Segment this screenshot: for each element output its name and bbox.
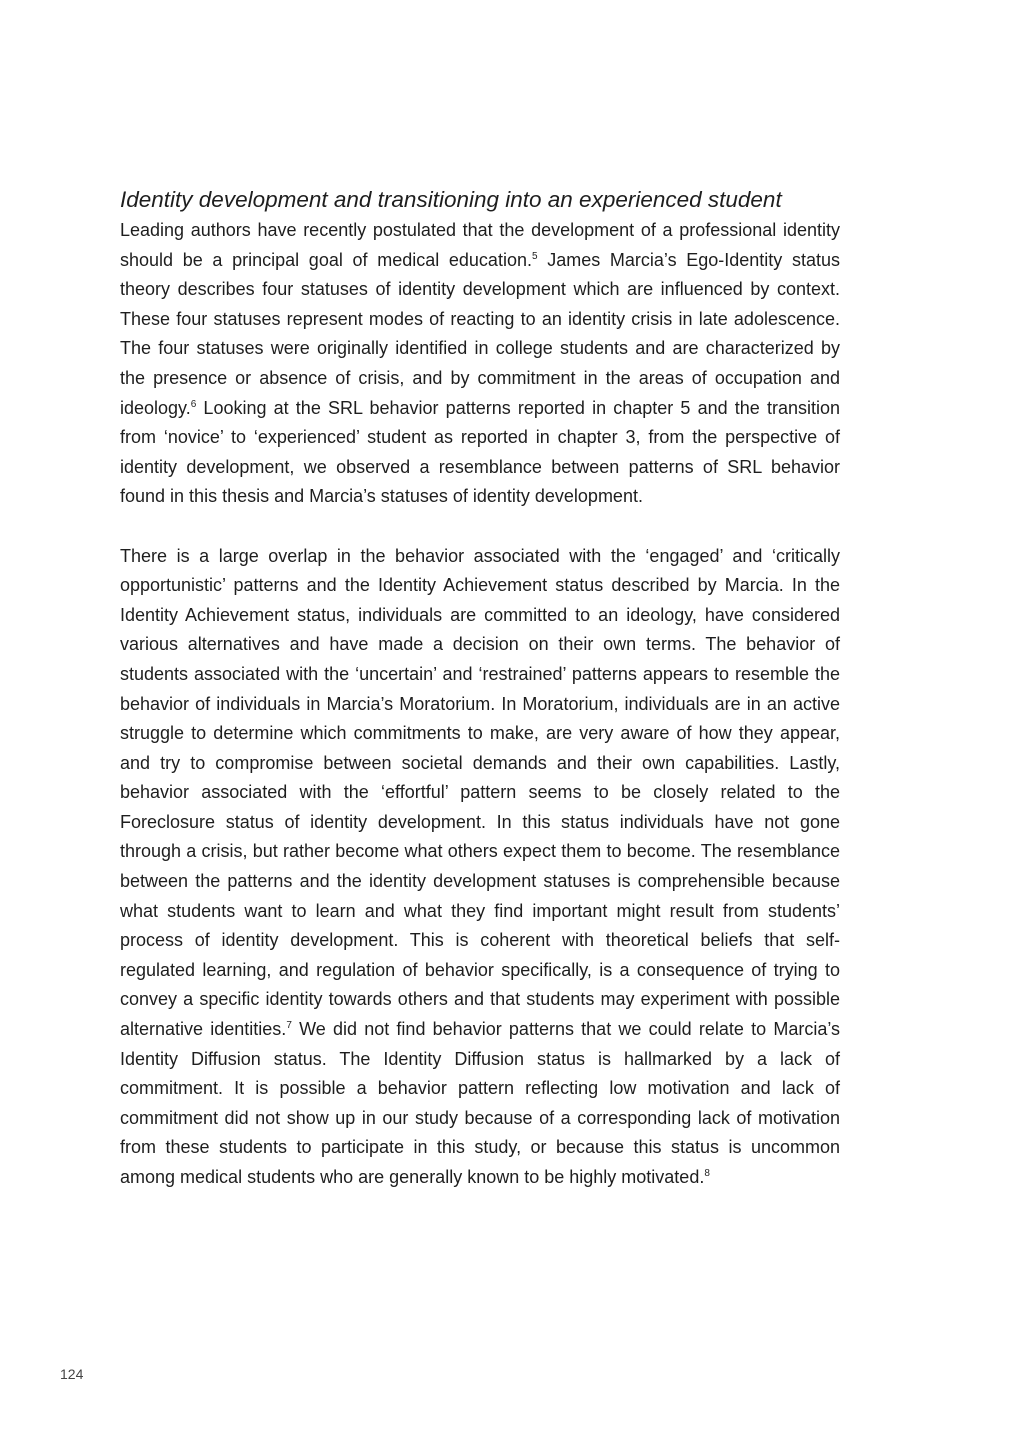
page-number: 124: [60, 1366, 84, 1382]
section-heading: Identity development and transitioning into an experienced student: [120, 187, 782, 212]
footnote-ref-7: 7: [286, 1020, 292, 1032]
text-segment: Leading authors have recently postulated that the development of a professional identity should be a principal goal of medical education.: [120, 220, 840, 270]
page-content: [120, 184, 840, 1193]
paragraph-2: [120, 542, 840, 1193]
paragraph-1: [120, 216, 840, 512]
footnote-ref-5: 5: [531, 250, 538, 262]
text-segment: There is a large overlap in the behavior associated with the ‘engaged’ and ‘critically opportunistic’ patterns and the Identity Achievement status described by Marcia. In the Identity Achievement status, individuals are committed to an ideology, have considered various alternatives and have made a decision on their own terms. The behavior of students associated with the ‘uncertain’ and ‘restrained’ patterns appears to resemble the behavior of individuals in Marcia’s Moratorium. In Moratorium, individuals are in an active struggle to determine which commitments to make, are very aware of how they appear, and try to compromise between societal demands and their own capabilities. Lastly, behavior associated with the ‘effortful’ pattern seems to be closely related to the Foreclosure status of identity development. In this status individuals have not gone through a crisis, but rather become what others expect them to become. The resemblance between the patterns and the identity development statuses is comprehensible because what students want to learn and what they find important might result from students’ process of identity development. This is coherent with theoretical beliefs that self-regulated learning, and regulation of behavior specifically, is a consequence of trying to convey a specific identity towards others and that students may experiment with possible alternative identities.: [120, 545, 840, 1040]
text-segment: James Marcia’s Ego-Identity status theory describes four statuses of identity development which are influenced by context. These four statuses represent modes of reacting to an identity crisis in late adolescence. The four statuses were originally identified in college students and are characterized by the presence or absence of crisis, and by commitment in the areas of occupation and ideology.: [120, 249, 841, 418]
text-segment: Looking at the SRL behavior patterns reported in chapter 5 and the transition from ‘novice’ to ‘experienced’ student as reported in chapter 3, from the perspective of identity development, we observed a resemblance between patterns of SRL behavior found in this thesis and Marcia’s statuses of identity development.: [120, 397, 840, 507]
footnote-ref-6: 6: [190, 398, 197, 410]
footnote-ref-8: 8: [704, 1168, 710, 1179]
text-segment: We did not find behavior patterns that we could relate to Marcia’s Identity Diffusion status. The Identity Diffusion status is hallmarked by a lack of commitment. It is possible a behavior pattern reflecting low motivation and lack of commitment did not show up in our study because of a corresponding lack of motivation from these students to participate in this study, or because this status is uncommon among medical students who are generally known to be highly motivated.: [120, 1019, 841, 1187]
